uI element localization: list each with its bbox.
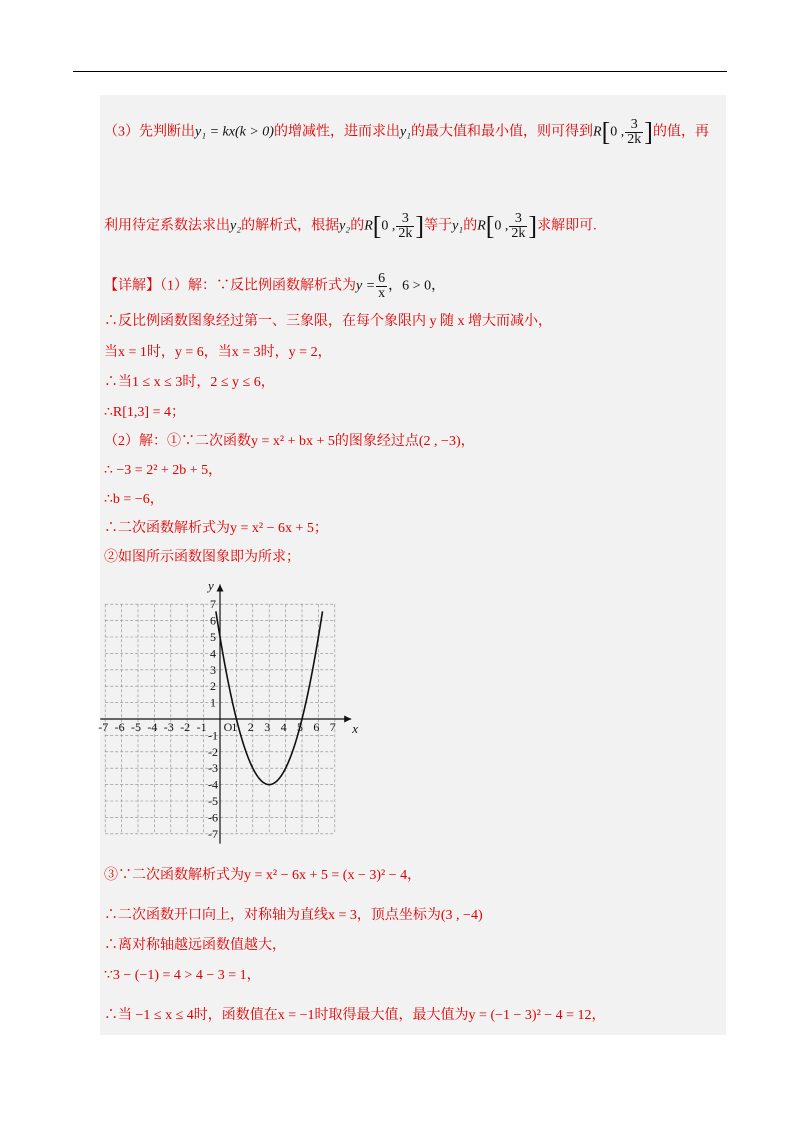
y-tick-label: -1 [208, 728, 218, 743]
math: R [364, 218, 373, 234]
math: y₂ [339, 218, 351, 234]
math: y = [356, 278, 376, 294]
y-tick-label: 3 [210, 662, 216, 677]
x-tick-label: 1 [231, 720, 238, 734]
x-tick-label: -3 [163, 720, 174, 734]
math: y₂ [230, 218, 242, 234]
x-tick-label: 3 [264, 720, 271, 734]
detail-line-11: ③∵二次函数解析式为y = x² − 6x + 5 = (x − 3)² − 4， [104, 868, 422, 883]
y-tick-label: -7 [208, 826, 218, 841]
y-tick-label: 4 [210, 646, 216, 661]
math: ，6 > 0， [388, 278, 446, 294]
y-tick-label: -6 [208, 810, 218, 825]
x-tick-label: 6 [313, 720, 320, 734]
text: 的解析式，根据 [241, 218, 340, 234]
y-tick-label: -2 [208, 744, 218, 759]
x-tick-label: -1 [196, 720, 207, 734]
x-axis-label: x [352, 721, 358, 736]
detail-tag: 【详解】 [104, 278, 160, 294]
y-tick-label: 6 [210, 613, 216, 628]
text: 的 [463, 218, 478, 234]
x-tick-label: 4 [280, 720, 287, 734]
tick-labels [98, 578, 358, 841]
y-axis-label: y [208, 577, 214, 593]
text: 利用待定系数法求出 [104, 218, 230, 234]
y-tick-label: 5 [210, 630, 216, 644]
detail-line-1 [104, 272, 445, 301]
parabola-graph [100, 578, 370, 843]
detail-line-10: ②如图所示函数图象即为所求； [104, 550, 300, 565]
x-tick-label: 5 [297, 720, 303, 734]
y-tick-label: 7 [210, 597, 216, 612]
detail-line-9: ∴二次函数解析式为y = x² − 6x + 5； [104, 521, 328, 536]
fraction: $\frac{3}{2k}$ [627, 117, 642, 147]
detail-line-2: ∴反比例函数图象经过第一、三象限，在每个象限内 y 随 x 增大而减小， [104, 314, 552, 329]
math: R [477, 218, 486, 234]
text: （3）先判断出 [104, 124, 195, 140]
detail-line-3: 当x = 1时，y = 6，当x = 3时，y = 2， [104, 345, 332, 360]
detail-line-5: ∴R[1,3] = 4； [104, 405, 185, 420]
x-tick-label: -7 [98, 720, 109, 734]
header-rule [73, 71, 727, 72]
x-tick-label: -5 [131, 720, 141, 734]
fraction: $\frac{3}{2k}$ [398, 211, 413, 241]
text: 的 [350, 218, 365, 234]
math: y₁ = kx(k > 0) [195, 124, 274, 140]
y-tick-label: -5 [208, 794, 218, 808]
math: y₁ [452, 218, 464, 234]
detail-line-4: ∴当1 ≤ x ≤ 3时，2 ≤ y ≤ 6， [104, 375, 275, 390]
x-tick-label: 2 [247, 720, 254, 734]
fraction: $\frac{6}{x}$ [378, 271, 386, 301]
math: 0 , [610, 124, 625, 140]
analysis-line-2: 利用待定系数法求出y₂的解析式，根据y₂的R[0 , $\frac{3}{2k}$ ]等于y₁的R[0 , $\frac{3}{2k}$ ]求解即可. [104, 211, 597, 241]
y-tick-label: 2 [210, 679, 216, 694]
math: y₁ [399, 124, 412, 140]
x-tick-label: -6 [114, 720, 125, 734]
y-axis-arrow [217, 585, 224, 592]
text: （1）解：∵反比例函数解析式为 [160, 278, 356, 294]
detail-line-15: ∴当 −1 ≤ x ≤ 4时，函数值在x = −1时取得最大值，最大值为y = (−1 − 3)² − 4 = 12， [104, 1008, 606, 1023]
text: 的值，再 [652, 124, 709, 140]
text: 的最大值和最小值，则可得到 [411, 124, 594, 140]
detail-line-7: ∴ −3 = 2² + 2b + 5， [104, 463, 223, 478]
parabola-curve [216, 611, 323, 784]
y-tick-label: 1 [210, 695, 216, 710]
detail-line-14: ∵3 − (−1) = 4 > 4 − 3 = 1， [104, 968, 261, 983]
math: 0 , [494, 218, 509, 234]
detail-line-13: ∴离对称轴越远函数值越大， [104, 938, 286, 953]
x-tick-label: -4 [147, 720, 158, 734]
text: 等于 [424, 218, 453, 234]
x-axis-arrow [344, 716, 351, 723]
text: 的增减性，进而求出 [273, 124, 400, 140]
text: 求解即可. [537, 218, 597, 234]
y-tick-label: -4 [208, 777, 218, 792]
origin-label: O [223, 720, 233, 734]
detail-line-6: （2）解：①∵二次函数y = x² + bx + 5的图象经过点(2 , −3)， [104, 434, 475, 449]
x-tick-label: 7 [329, 720, 336, 734]
analysis-line-1: （3）先判断出y₁ = kx(k > 0)的增减性，进而求出y₁的最大值和最小值，则可得到R[0 , $\frac{3}{2k}$ ]的值，再 [104, 117, 709, 147]
x-tick-label: -2 [180, 720, 191, 734]
detail-line-8: ∴b = −6， [104, 492, 164, 507]
math: R [593, 124, 602, 140]
fraction: $\frac{3}{2k}$ [511, 211, 526, 241]
detail-line-12: ∴二次函数开口向上，对称轴为直线x = 3，顶点坐标为(3 , −4) [104, 908, 483, 923]
y-tick-label: -3 [208, 761, 218, 776]
math: 0 , [381, 218, 396, 234]
